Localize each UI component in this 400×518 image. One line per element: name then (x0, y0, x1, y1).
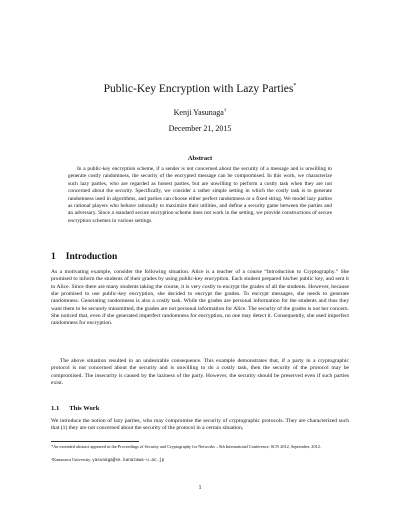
footnote-extended-abstract: *An extended abstract appeared in the Proceedings of Security and Cryptography for Networks – 8th International Conference, SCN 2012, September, 2012. (51, 444, 321, 449)
author-email: yasunaga@se.kanazawa-u.ac.jp (92, 458, 165, 463)
author (0, 108, 400, 117)
author-name: Kenji Yasunaga (173, 108, 224, 117)
intro-paragraph-2: The above situation resulted in an undesirable consequence. This example demonstrates that, if a party in a cryptographic protocol is not concerned about the security and is unwilling to do a costly task, then the security of the protocol may be compromised. The insecurity is caused by the laziness of the party. However, the security should be preserved even if such parties exist. (51, 358, 349, 387)
abstract-text: In a public-key encryption scheme, if a sender is not concerned about the security of a message and is unwilling to generate costly randomness, the security of the encrypted message can be compromised. In this work, we characterize such lazy parties, who are regarded as honest parties, but are unwilling to perform a costly task when they are not concerned about the security. Specifically, we consider a rather simple setting in which the costly task is to generate randomness used in algorithms, and parties can choose either perfect randomness or a fixed string. We model lazy parties as rational players who behave rationally to maximize their utilities, and define a security game between the parties and an adversary. Since a standard secure encryption scheme does not work in the setting, we provide constructions of secure encryption schemes in various settings. (68, 166, 332, 224)
title-footnote-mark: * (293, 83, 297, 90)
section-heading (51, 252, 117, 262)
section-title: Introduction (65, 252, 118, 262)
page-number: 1 (198, 485, 202, 491)
paper-title (0, 83, 400, 95)
footnote-rule (51, 441, 139, 442)
author-footnote-mark: † (223, 108, 227, 114)
date: December 21, 2015 (168, 124, 232, 133)
affiliation-text: †Kanazawa University. (51, 457, 93, 462)
subsection-heading (51, 405, 99, 412)
title-text: Public-Key Encryption with Lazy Parties (103, 83, 294, 95)
subsection-title: This Work (69, 405, 100, 412)
intro-paragraph-1: As a motivating example, consider the following situation. Alice is a teacher of a course “Introduction to Cryptography.” She promised to inform the students of their grades by using public-key encryption. Each student prepared his/her public key, and sent it to Alice. Since there are many students taking the course, it is very costly to encrypt the grades of all the students. However, because she promised to use public-key encryption, she decided to encrypt the grades. To encrypt messages, she needs to generate randomness. Generating randomness is also a costly task. While the grades are personal information for the students and thus they want them to be securely transmitted, the grades are not personal information for Alice. The security of the grades is not her concern. She noticed that, even if she generated imperfect randomness for encryption, no one may detect it. Consequently, she used imperfect randomness for encryption. (51, 269, 349, 327)
subsection-number: 1.1 (51, 405, 60, 412)
section-number: 1 (51, 252, 56, 262)
abstract-heading: Abstract (187, 155, 213, 162)
footnote-affiliation (51, 457, 349, 464)
this-work-paragraph: We introduce the notion of lazy parties, who may compromise the security of cryptographic protocols. They are characterized such that (1) they are not concerned about the security of the protocol in a certain situation, (51, 418, 349, 432)
